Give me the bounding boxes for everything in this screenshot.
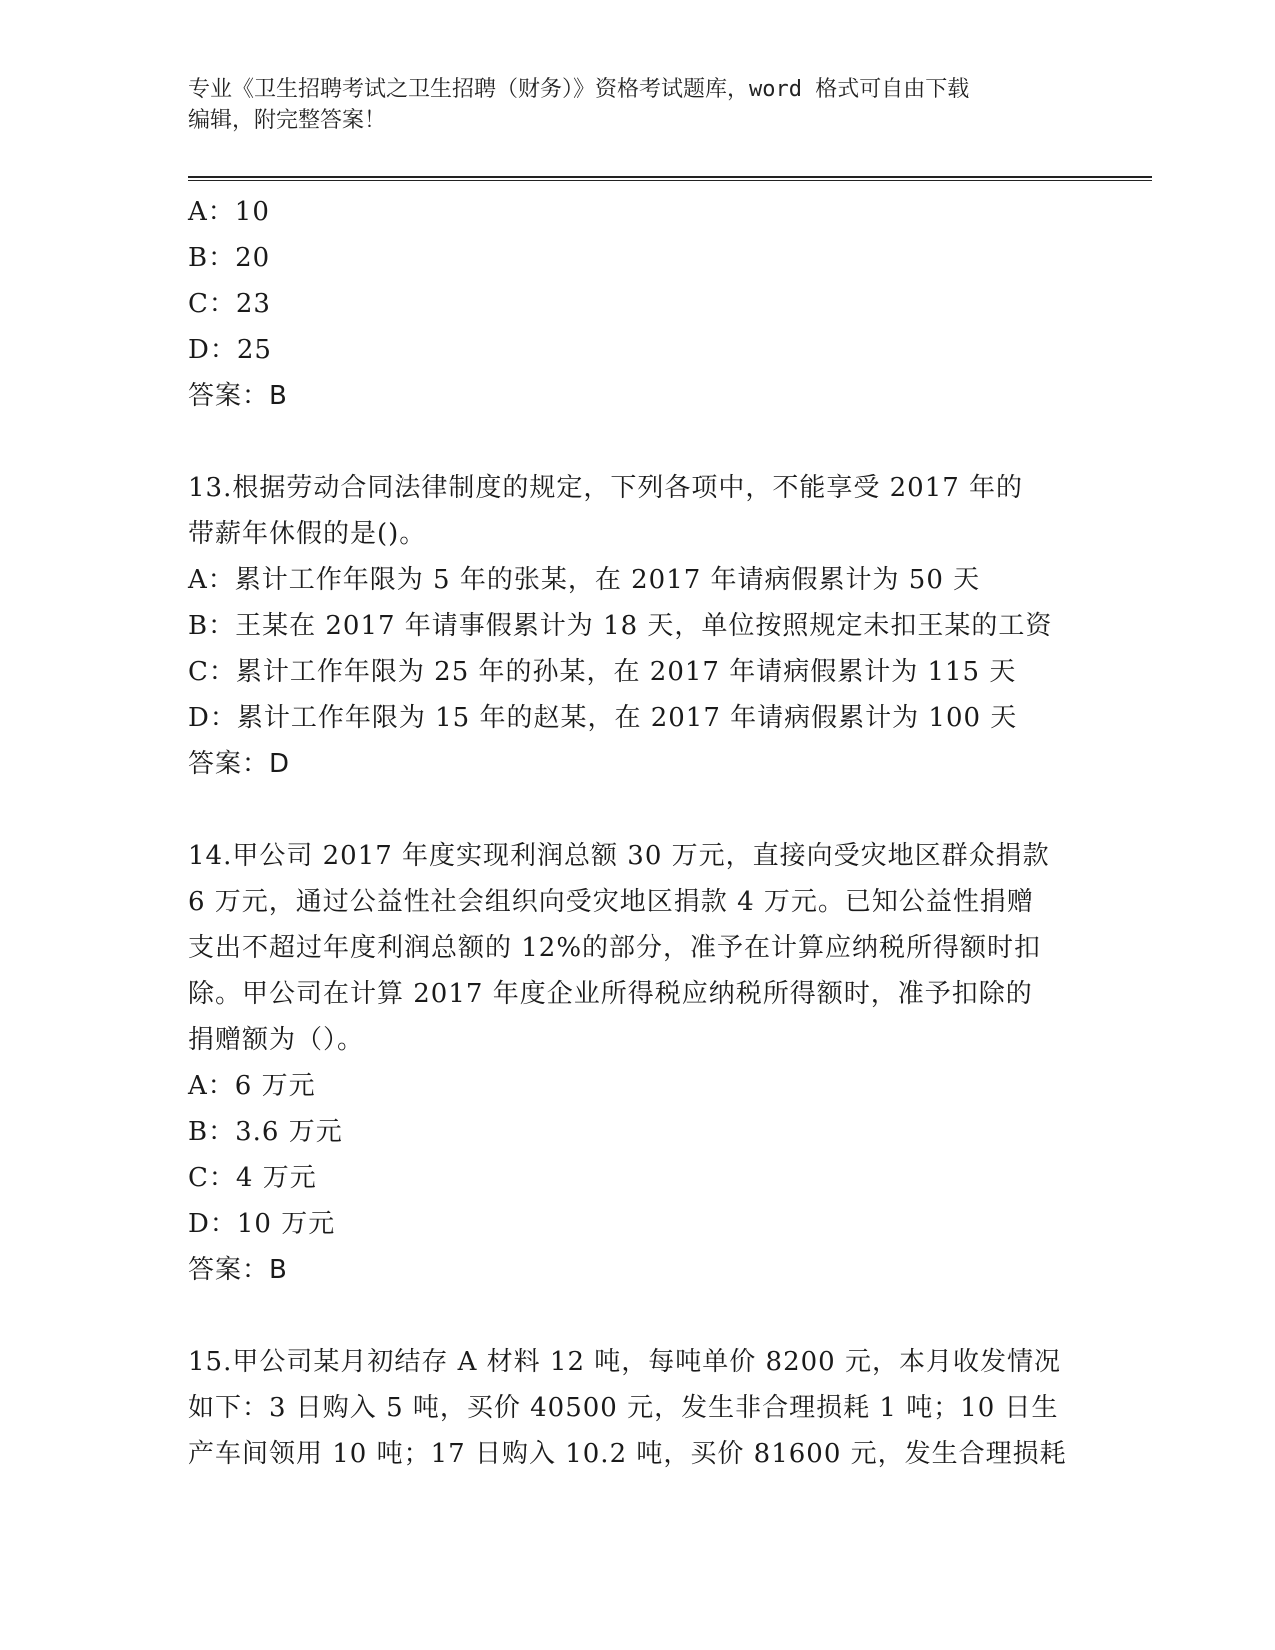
answer: 答案：B [188,1255,288,1285]
document-body [188,189,1088,1477]
question-12 [188,189,1088,419]
option-a: A：累计工作年限为 5 年的张某，在 2017 年请病假累计为 50 天 [188,565,981,595]
header-line-2: 编辑，附完整答案！ [188,108,387,133]
question-stem-line: 捐赠额为（）。 [188,1025,365,1055]
option-c: C：累计工作年限为 25 年的孙某，在 2017 年请病假累计为 115 天 [188,657,1017,687]
question-stem-line: 14.甲公司 2017 年度实现利润总额 30 万元，直接向受灾地区群众捐款 [188,841,1050,871]
question-stem-line: 支出不超过年度利润总额的 12%的部分，准予在计算应纳税所得额时扣 [188,933,1042,963]
option-b: B：20 [188,243,271,273]
option-d: D：10 万元 [188,1209,336,1239]
question-13 [188,465,1088,787]
question-stem-line: 产车间领用 10 吨；17 日购入 10.2 吨，买价 81600 元，发生合理损耗 [188,1439,1067,1469]
answer: 答案：B [188,381,288,411]
option-a: A：10 [188,197,270,227]
question-stem-line: 如下：3 日购入 5 吨，买价 40500 元，发生非合理损耗 1 吨；10 日生 [188,1393,1059,1423]
option-d: D：25 [188,335,272,365]
question-stem-line: 除。甲公司在计算 2017 年度企业所得税应纳税所得额时，准予扣除的 [188,979,1033,1009]
question-stem-line: 15.甲公司某月初结存 A 材料 12 吨，每吨单价 8200 元，本月收发情况 [188,1347,1061,1377]
option-b: B：王某在 2017 年请事假累计为 18 天，单位按照规定未扣王某的工资 [188,611,1053,641]
document-header [188,74,1088,136]
header-line-1: 专业《卫生招聘考试之卫生招聘（财务）》资格考试题库，word 格式可自由下载 [188,77,970,102]
question-14 [188,833,1088,1293]
option-a: A：6 万元 [188,1071,316,1101]
option-b: B：3.6 万元 [188,1117,343,1147]
question-15 [188,1339,1088,1477]
question-stem-line: 带薪年休假的是()。 [188,519,427,549]
question-stem-line: 6 万元，通过公益性社会组织向受灾地区捐款 4 万元。已知公益性捐赠 [188,887,1034,917]
option-c: C：23 [188,289,271,319]
header-divider [188,176,1152,181]
option-c: C：4 万元 [188,1163,317,1193]
answer: 答案：D [188,749,291,779]
option-d: D：累计工作年限为 15 年的赵某，在 2017 年请病假累计为 100 天 [188,703,1018,733]
question-stem-line: 13.根据劳动合同法律制度的规定，下列各项中，不能享受 2017 年的 [188,473,1024,503]
